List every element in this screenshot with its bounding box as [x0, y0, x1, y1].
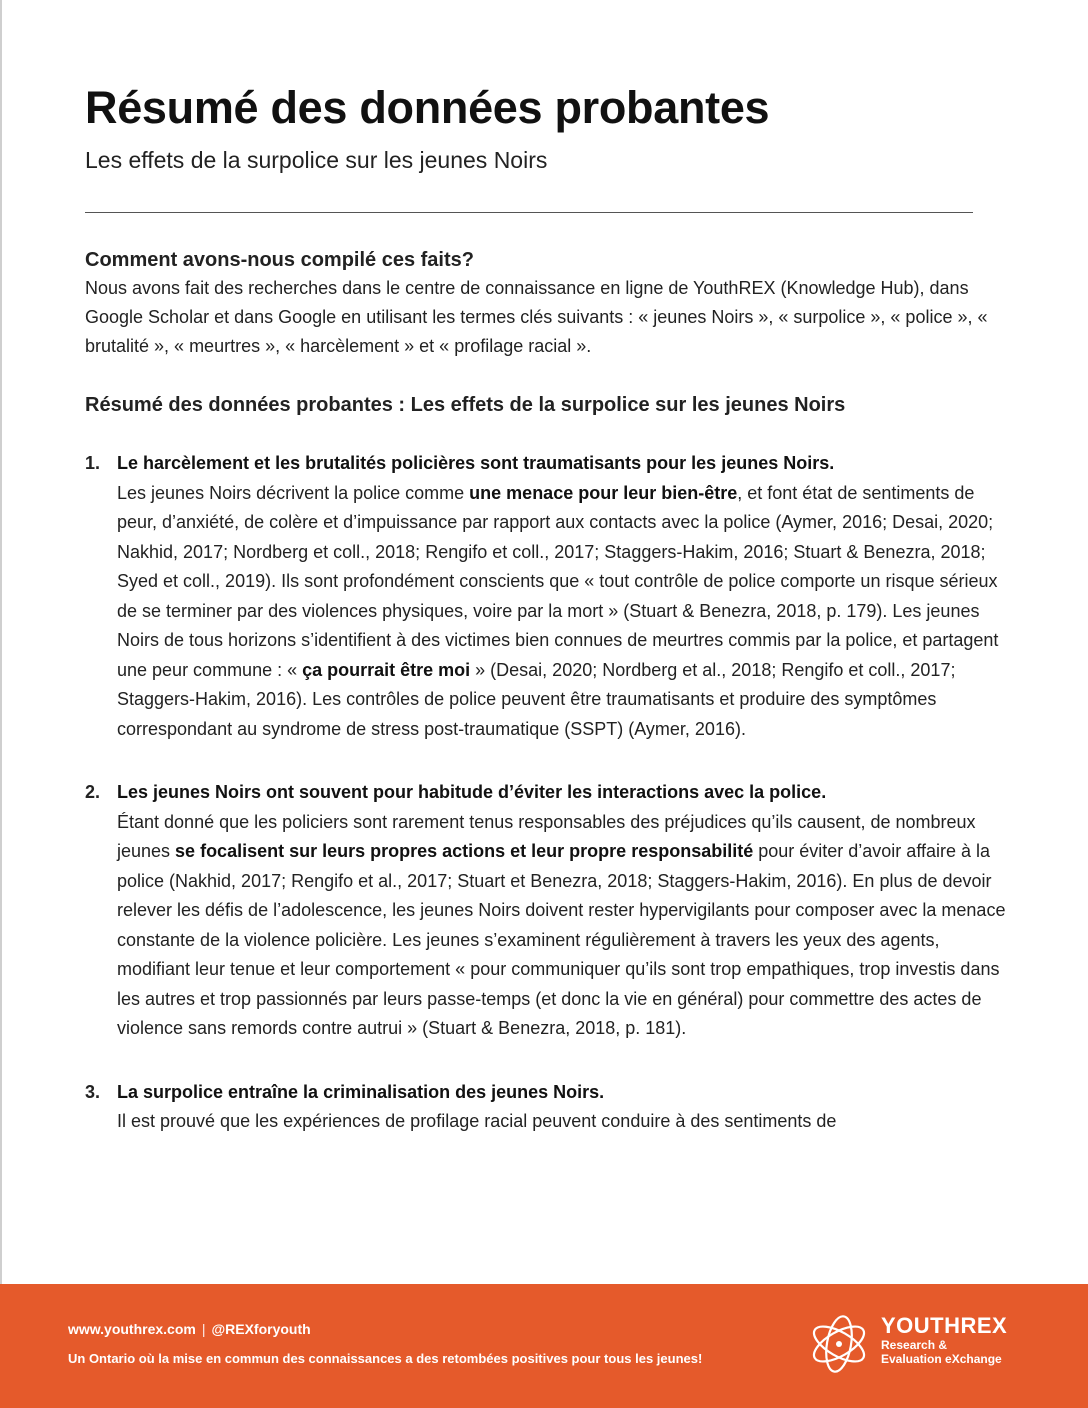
- item-emphasis: ça pourrait être moi: [302, 659, 471, 680]
- evidence-list: [85, 449, 1010, 1137]
- logo-name: YOUTHREX: [881, 1313, 1008, 1338]
- item-text: , et font état de sentiments de peur, d’anxiété, de colère et d’impuissance par rapport aux contacts avec la police (Aymer, 2016; Desai, 2020; Nakhid, 2017; Nordberg et coll., 2018; Rengifo et coll., 2017; Staggers-Hakim, 2016; Stuart & Benezra, 2018; Syed et coll., 2019). Ils sont profondément conscients que « tout contrôle de police comporte un risque sérieux de se terminer par des violences physiques, voire par la mort » (Stuart & Benezra, 2018, p. 179). Les jeunes Noirs de tous horizons s’identifient à des victimes bien connues de meurtres commis par la police, et partagent une peur commune : «: [117, 482, 999, 680]
- item-text: pour éviter d’avoir affaire à la police (Nakhid, 2017; Rengifo et al., 2017; Stuart et Benezra, 2018; Staggers-Hakim, 2016). En plus de devoir relever les défis de l’adolescence, les jeunes Noirs doivent rester hypervigilants pour composer avec la menace constante de la violence policière. Les jeunes s’examinent régulièrement à travers les yeux des agents, modifiant leur tenue et leur comportement « pour communiquer qu’ils sont trop empathiques, trop investis dans les autres et trop passionnés par leurs passe-temps (et donc la vie en général) pour commettre des actes de violence sans remords contre autrui » (Stuart & Benezra, 2018, p. 181).: [117, 841, 1006, 1038]
- page-footer: [0, 1284, 1088, 1408]
- website-link[interactable]: www.youthrex.com: [68, 1321, 196, 1337]
- item-text: Les jeunes Noirs décrivent la police comme: [117, 482, 470, 503]
- document-content: [85, 80, 1010, 1137]
- item-body: [117, 1107, 1010, 1137]
- item-heading: Le harcèlement et les brutalités policières sont traumatisants pour les jeunes Noirs.: [117, 453, 835, 473]
- page-edge-line: [0, 0, 2, 1284]
- footer-separator: |: [201, 1321, 206, 1337]
- method-heading: Comment avons-nous compilé ces faits?: [85, 249, 474, 271]
- logo-tagline-1: Research &: [881, 1338, 948, 1352]
- item-text: Étant donné que les policiers sont rarement tenus responsables des préjudices qu’ils causent, de nombreux jeunes: [117, 811, 976, 861]
- item-emphasis: se focalisent sur leurs propres actions et leur propre responsabilité: [175, 841, 754, 861]
- evidence-item-2: [85, 778, 1010, 1044]
- logo-text: [881, 1314, 1007, 1366]
- footer-tagline: Un Ontario où la mise en commun des connaissances a des retombées positives pour tous les jeunes!: [68, 1351, 703, 1366]
- item-body: [117, 808, 1010, 1044]
- youthrex-logo-icon: [805, 1311, 873, 1377]
- summary-section: [85, 391, 1010, 1137]
- item-emphasis: une menace pour leur bien-être: [469, 482, 738, 503]
- footer-links: [68, 1319, 311, 1339]
- item-body: [117, 479, 1010, 745]
- document-subtitle: Les effets de la surpolice sur les jeunes Noirs: [85, 147, 548, 173]
- method-body: Nous avons fait des recherches dans le centre de connaissance en ligne de YouthREX (Knowledge Hub), dans Google Scholar et dans Google en utilisant les termes clés suivants : « jeunes Noirs », « surpolice », « police », « brutalité », « meurtres », « harcèlement » et « profilage racial ».: [85, 278, 988, 356]
- item-text: » (Desai, 2020; Nordberg et al., 2018; Rengifo et coll., 2017; Staggers-Hakim, 2016). Les contrôles de police peuvent être traumatisants et produire des symptômes correspondant au syndrome de stress post-traumatique (SSPT) (Aymer, 2016).: [117, 659, 956, 739]
- item-text: Il est prouvé que les expériences de profilage racial peuvent conduire à des sentiments de: [117, 1111, 837, 1131]
- title-divider: [85, 212, 973, 213]
- youthrex-logo: [805, 1311, 1015, 1381]
- logo-tagline-2: Evaluation eXchange: [881, 1352, 1002, 1366]
- evidence-item-1: [85, 449, 1010, 744]
- summary-heading: Résumé des données probantes : Les effets de la surpolice sur les jeunes Noirs: [85, 394, 846, 416]
- item-heading: Les jeunes Noirs ont souvent pour habitude d’éviter les interactions avec la police.: [117, 782, 827, 802]
- item-heading: La surpolice entraîne la criminalisation des jeunes Noirs.: [117, 1081, 605, 1102]
- document-title: Résumé des données probantes: [85, 82, 770, 133]
- item-number: 1.: [85, 453, 101, 473]
- item-number: 3.: [85, 1081, 101, 1102]
- method-section: [85, 246, 1010, 361]
- item-number: 2.: [85, 782, 101, 802]
- social-handle-link[interactable]: @REXforyouth: [211, 1321, 311, 1337]
- evidence-item-3: [85, 1078, 1010, 1137]
